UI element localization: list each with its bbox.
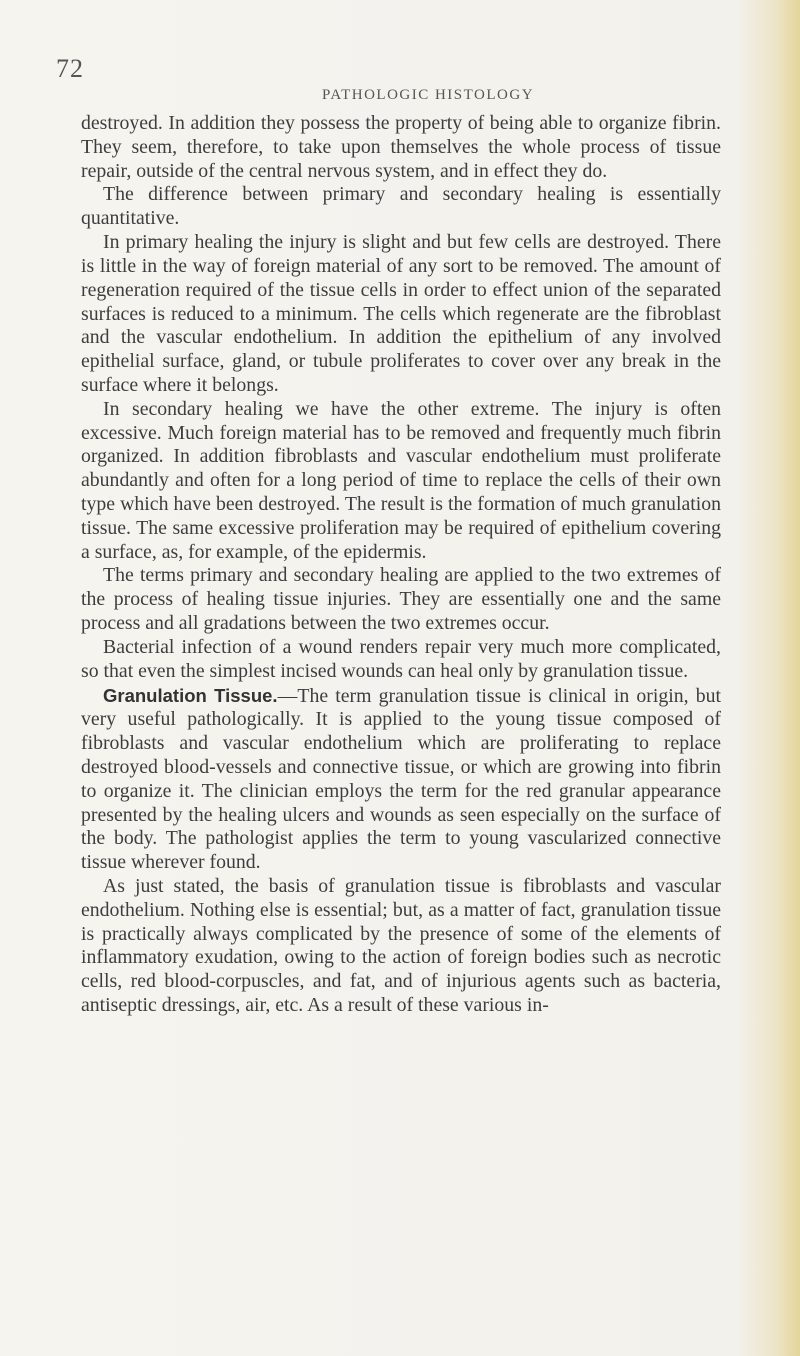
paragraph-granulation-tissue bbox=[81, 684, 721, 876]
paragraph-primary-healing: In primary healing the injury is slight and but few cells are destroyed. There is little in the way of foreign material of any sort to be removed. The amount of regeneration required of the tissue cells in order to effect union of the separated surfaces is reduced to a minimum. The cells which regenerate are the fibroblast and the vascular endothelium. In addition the epithelium of any involved epithelial surface, gland, or tubule proliferates to cover over any break in the surface where it belongs. bbox=[81, 231, 721, 396]
paragraph-basis-of-granulation: As just stated, the basis of granulation tissue is fibroblasts and vascular endothelium. Nothing else is essential; but, as a matter of fact, granulation tissue is practically always complicated by the presence of some of the elements of inflammatory exudation, owing to the action of foreign bodies such as necrotic cells, red blood-corpuscles, and fat, and of injurious agents such as bacteria, antiseptic dressings, air, etc. As a result of these various in- bbox=[81, 875, 721, 1017]
paragraph-continuation: destroyed. In addition they possess the property of being able to organize fibrin. They seem, therefore, to take upon themselves the whole process of tissue repair, outside of the central nervous system, and in effect they do. bbox=[81, 112, 721, 182]
page-header bbox=[56, 54, 740, 103]
paragraph-granulation-text: —The term granulation tissue is clinical in origin, but very useful pathologically. It is applied to the young tissue composed of fibroblasts and vascular endothelium which are proliferating to replace destroyed blood-vessels and connective tissue, or which are growing into fibrin to organize it. The clinician employs the term for the red granular appearance presented by the healing ulcers and wounds as seen especially on the surface of the body. The pathologist applies the term to young vascularized connective tissue wherever found. bbox=[81, 684, 721, 874]
body-text bbox=[81, 112, 721, 1018]
paragraph-healing-difference: The difference between primary and secondary healing is essentially quantitative. bbox=[81, 183, 721, 230]
section-heading-granulation-tissue: Granulation Tissue. bbox=[103, 684, 278, 706]
paragraph-bacterial-infection: Bacterial infection of a wound renders repair very much more complicated, so that even the simplest incised wounds can heal only by granulation tissue. bbox=[81, 635, 721, 682]
page-number: 72 bbox=[56, 54, 84, 83]
paragraph-terms: The terms primary and secondary healing are applied to the two extremes of the process of healing tissue injuries. They are essentially one and the same process and all gradations between the two extremes occur. bbox=[81, 564, 721, 635]
running-head: PATHOLOGIC HISTOLOGY bbox=[321, 87, 535, 103]
paragraph-secondary-healing: In secondary healing we have the other extreme. The injury is often excessive. Much foreign material has to be removed and frequently much fibrin organized. In addition fibroblasts and vascular endothelium must proliferate abundantly and often for a long period of time to replace the cells of their own type which have been destroyed. The result is the formation of much granulation tissue. The same excessive proliferation may be required of epithelium covering a surface, as, for example, of the epidermis. bbox=[81, 397, 721, 563]
